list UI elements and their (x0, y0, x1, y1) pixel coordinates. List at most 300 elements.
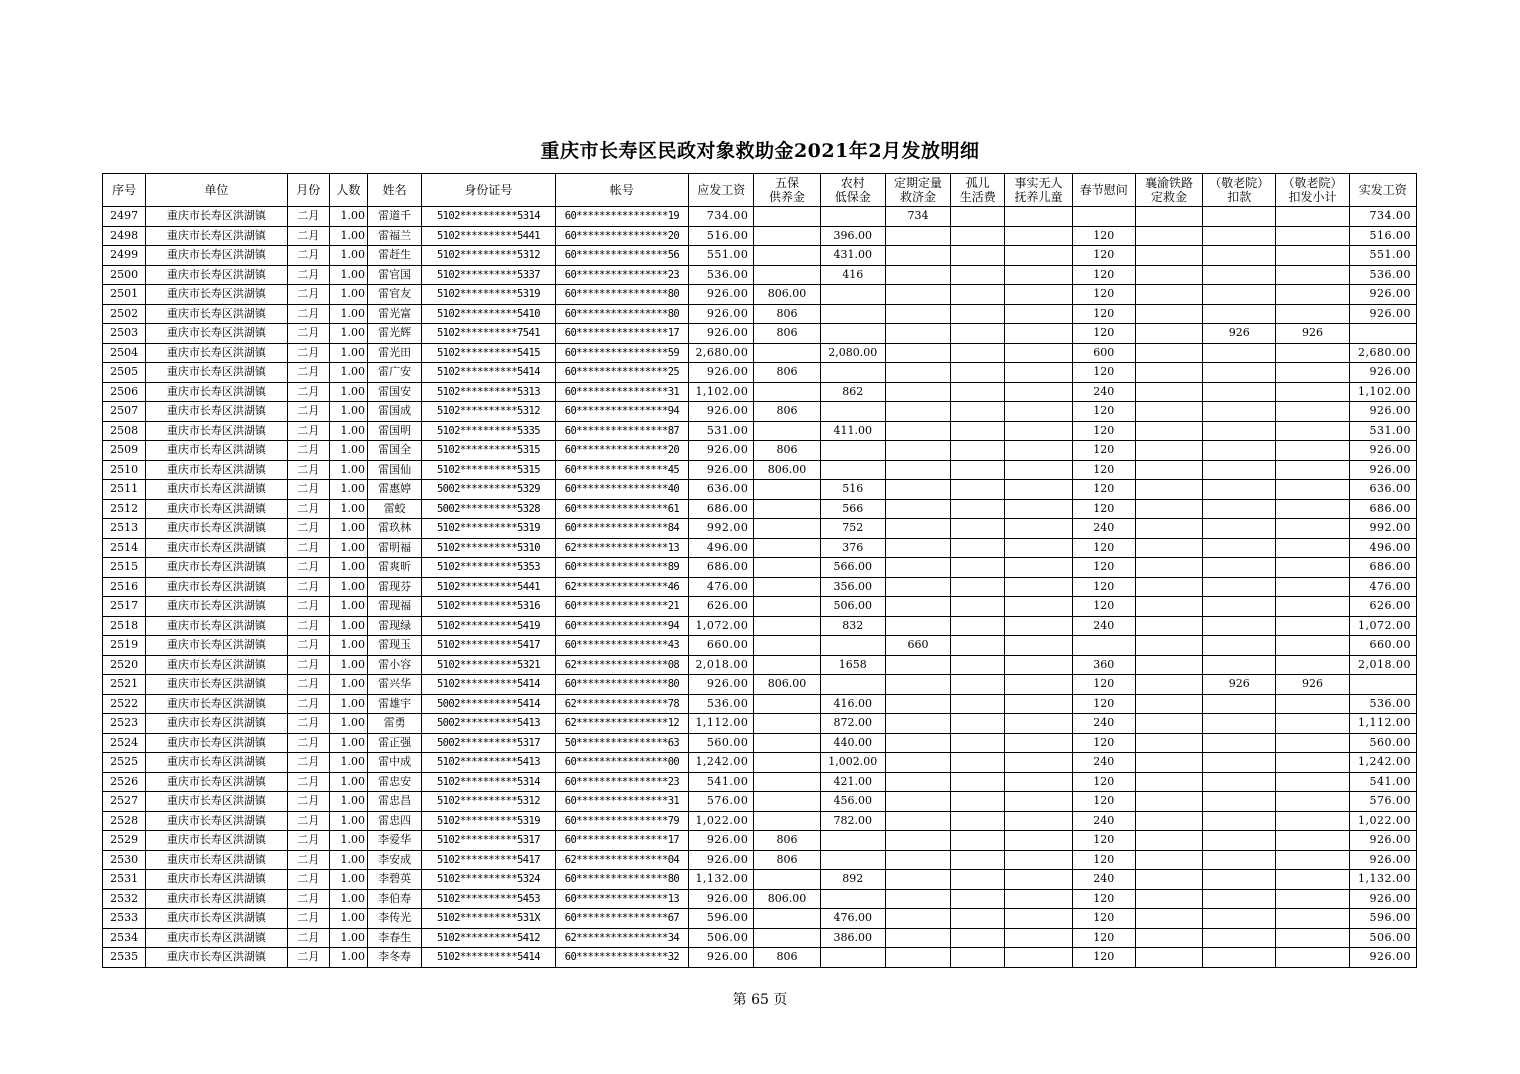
table-cell (1135, 519, 1202, 539)
table-cell: 李冬寿 (367, 948, 421, 968)
table-cell (1135, 714, 1202, 734)
table-cell: 636.00 (689, 480, 754, 500)
table-cell: 重庆市长寿区洪湖镇 (146, 324, 288, 344)
table-cell: 李安成 (367, 850, 421, 870)
table-cell (1135, 597, 1202, 617)
table-cell: 536.00 (1349, 265, 1416, 285)
table-cell (1203, 499, 1276, 519)
table-cell: 1.00 (329, 870, 367, 890)
table-cell: 重庆市长寿区洪湖镇 (146, 207, 288, 227)
relief-payment-table (102, 173, 1417, 968)
table-cell (1135, 421, 1202, 441)
table-row (103, 655, 1417, 675)
table-cell: 120 (1072, 792, 1135, 812)
table-cell: 926 (1276, 324, 1349, 344)
table-cell: 2529 (103, 831, 146, 851)
table-cell: 5102**********5441 (422, 226, 556, 246)
table-cell: 62****************78 (555, 694, 689, 714)
table-cell: 1.00 (329, 363, 367, 383)
table-cell: 782.00 (820, 811, 885, 831)
table-cell: 5102**********5315 (422, 441, 556, 461)
table-cell (1005, 753, 1072, 773)
table-cell: 二月 (287, 558, 329, 578)
table-row (103, 850, 1417, 870)
table-cell: 雷小容 (367, 655, 421, 675)
table-cell (885, 733, 950, 753)
table-cell (754, 733, 820, 753)
column-header (329, 174, 367, 207)
table-cell (1135, 792, 1202, 812)
table-cell (820, 402, 885, 422)
table-cell: 516.00 (1349, 226, 1416, 246)
column-header (146, 174, 288, 207)
table-cell: 雷蛟 (367, 499, 421, 519)
table-cell: 2,080.00 (820, 343, 885, 363)
column-header (1005, 174, 1072, 207)
table-cell: 240 (1072, 714, 1135, 734)
table-cell (885, 753, 950, 773)
table-cell: 506.00 (689, 928, 754, 948)
table-cell: 5002**********5414 (422, 694, 556, 714)
table-cell (885, 655, 950, 675)
table-cell: 1.00 (329, 265, 367, 285)
table-cell (1203, 655, 1276, 675)
table-cell: 2512 (103, 499, 146, 519)
table-cell (1005, 928, 1072, 948)
table-cell: 5102**********5414 (422, 363, 556, 383)
table-cell (885, 499, 950, 519)
table-cell: 重庆市长寿区洪湖镇 (146, 519, 288, 539)
table-cell (1005, 285, 1072, 305)
table-cell (820, 324, 885, 344)
table-cell: 重庆市长寿区洪湖镇 (146, 597, 288, 617)
table-cell: 重庆市长寿区洪湖镇 (146, 655, 288, 675)
table-cell (1005, 324, 1072, 344)
table-cell (951, 577, 1005, 597)
table-cell: 二月 (287, 753, 329, 773)
table-cell: 二月 (287, 616, 329, 636)
table-cell: 二月 (287, 421, 329, 441)
table-cell: 重庆市长寿区洪湖镇 (146, 226, 288, 246)
table-cell: 2508 (103, 421, 146, 441)
table-cell (1276, 421, 1349, 441)
table-cell (885, 480, 950, 500)
table-cell: 926.00 (1349, 460, 1416, 480)
table-cell: 2504 (103, 343, 146, 363)
table-cell: 2,018.00 (1349, 655, 1416, 675)
table-cell (1203, 421, 1276, 441)
table-cell: 雷广安 (367, 363, 421, 383)
column-header (951, 174, 1005, 207)
table-cell (951, 402, 1005, 422)
table-cell: 重庆市长寿区洪湖镇 (146, 928, 288, 948)
table-cell (1203, 538, 1276, 558)
table-row (103, 694, 1417, 714)
table-cell (1276, 265, 1349, 285)
table-cell (1005, 460, 1072, 480)
table-row (103, 519, 1417, 539)
table-cell: 536.00 (1349, 694, 1416, 714)
table-cell (885, 421, 950, 441)
table-cell: 1,072.00 (1349, 616, 1416, 636)
table-row (103, 597, 1417, 617)
table-cell: 二月 (287, 636, 329, 656)
table-cell (1203, 753, 1276, 773)
table-cell (1203, 948, 1276, 968)
table-cell: 2523 (103, 714, 146, 734)
table-cell: 1.00 (329, 636, 367, 656)
table-cell (951, 460, 1005, 480)
table-cell: 重庆市长寿区洪湖镇 (146, 246, 288, 266)
table-cell: 120 (1072, 421, 1135, 441)
column-header-line: 实发工资 (1358, 183, 1407, 197)
table-cell: 926.00 (689, 948, 754, 968)
table-cell (1005, 421, 1072, 441)
table-cell: 重庆市长寿区洪湖镇 (146, 753, 288, 773)
table-cell: 926.00 (1349, 831, 1416, 851)
table-row (103, 811, 1417, 831)
table-cell (951, 675, 1005, 695)
table-cell (1203, 265, 1276, 285)
table-cell: 686.00 (1349, 558, 1416, 578)
table-cell: 雷现绿 (367, 616, 421, 636)
table-cell: 1.00 (329, 226, 367, 246)
table-cell: 二月 (287, 207, 329, 227)
table-cell: 60****************23 (555, 265, 689, 285)
table-cell: 二月 (287, 246, 329, 266)
table-cell: 5102**********5412 (422, 928, 556, 948)
table-cell (1135, 675, 1202, 695)
table-cell: 二月 (287, 909, 329, 929)
table-cell: 5102**********5317 (422, 831, 556, 851)
table-cell: 566.00 (820, 558, 885, 578)
table-cell: 5102**********5337 (422, 265, 556, 285)
table-cell (951, 343, 1005, 363)
table-cell: 1.00 (329, 324, 367, 344)
table-cell (885, 343, 950, 363)
table-cell (754, 538, 820, 558)
table-cell (885, 928, 950, 948)
table-cell (951, 889, 1005, 909)
table-cell: 二月 (287, 441, 329, 461)
table-cell (1005, 441, 1072, 461)
table-cell (1005, 246, 1072, 266)
table-cell (1005, 538, 1072, 558)
table-cell: 5102**********5419 (422, 616, 556, 636)
table-row (103, 480, 1417, 500)
table-cell: 5102**********5310 (422, 538, 556, 558)
table-cell: 雷国仙 (367, 460, 421, 480)
table-cell (1005, 577, 1072, 597)
table-cell: 李春生 (367, 928, 421, 948)
table-cell: 1,112.00 (689, 714, 754, 734)
table-cell (885, 558, 950, 578)
table-cell: 5102**********5319 (422, 811, 556, 831)
table-row (103, 285, 1417, 305)
table-cell (820, 850, 885, 870)
table-cell (885, 850, 950, 870)
table-cell: 60****************79 (555, 811, 689, 831)
table-cell: 506.00 (1349, 928, 1416, 948)
table-cell: 5102**********5417 (422, 636, 556, 656)
table-cell: 5102**********5316 (422, 597, 556, 617)
table-cell: 1.00 (329, 499, 367, 519)
table-cell: 1.00 (329, 753, 367, 773)
table-cell (1135, 870, 1202, 890)
table-cell: 1.00 (329, 655, 367, 675)
table-cell (820, 675, 885, 695)
table-cell: 120 (1072, 850, 1135, 870)
table-cell: 二月 (287, 480, 329, 500)
table-cell: 1.00 (329, 675, 367, 695)
table-cell (1203, 460, 1276, 480)
table-cell (951, 480, 1005, 500)
column-header-line: 供养金 (769, 190, 806, 204)
table-cell: 660.00 (1349, 636, 1416, 656)
table-cell (754, 577, 820, 597)
table-cell (1135, 363, 1202, 383)
column-header-line: 农村 (840, 176, 865, 190)
table-cell (1135, 577, 1202, 597)
table-cell: 1,022.00 (1349, 811, 1416, 831)
table-cell: 926.00 (689, 402, 754, 422)
column-header (1276, 174, 1349, 207)
table-cell: 二月 (287, 460, 329, 480)
table-cell: 2530 (103, 850, 146, 870)
table-cell: 356.00 (820, 577, 885, 597)
table-cell: 李伯寿 (367, 889, 421, 909)
table-cell (1276, 402, 1349, 422)
table-cell (1276, 363, 1349, 383)
table-cell (754, 909, 820, 929)
table-cell: 50****************63 (555, 733, 689, 753)
table-cell: 5002**********5413 (422, 714, 556, 734)
table-cell (1005, 597, 1072, 617)
table-cell: 926 (1276, 675, 1349, 695)
table-cell: 重庆市长寿区洪湖镇 (146, 772, 288, 792)
table-cell: 重庆市长寿区洪湖镇 (146, 285, 288, 305)
table-cell (885, 246, 950, 266)
table-cell (1203, 382, 1276, 402)
table-cell: 2518 (103, 616, 146, 636)
table-cell: 5002**********5317 (422, 733, 556, 753)
table-cell: 1.00 (329, 850, 367, 870)
column-header (287, 174, 329, 207)
table-cell (1005, 694, 1072, 714)
table-row (103, 733, 1417, 753)
table-cell: 752 (820, 519, 885, 539)
table-body (103, 207, 1417, 968)
table-cell (1349, 324, 1416, 344)
table-cell (1135, 733, 1202, 753)
table-cell (1276, 460, 1349, 480)
table-cell: 2526 (103, 772, 146, 792)
table-cell: 雷现芬 (367, 577, 421, 597)
table-cell: 2534 (103, 928, 146, 948)
table-cell (1276, 226, 1349, 246)
table-cell: 5102**********5415 (422, 343, 556, 363)
table-cell: 806.00 (754, 675, 820, 695)
table-cell (754, 246, 820, 266)
table-cell: 541.00 (689, 772, 754, 792)
table-cell (885, 675, 950, 695)
table-row (103, 363, 1417, 383)
table-cell: 2535 (103, 948, 146, 968)
table-cell (1135, 831, 1202, 851)
table-cell: 1.00 (329, 616, 367, 636)
table-cell: 重庆市长寿区洪湖镇 (146, 714, 288, 734)
table-cell: 120 (1072, 694, 1135, 714)
table-cell (1276, 928, 1349, 948)
table-cell: 60****************40 (555, 480, 689, 500)
table-cell (885, 538, 950, 558)
table-cell: 重庆市长寿区洪湖镇 (146, 675, 288, 695)
table-cell (754, 480, 820, 500)
column-header (1072, 174, 1135, 207)
table-cell: 二月 (287, 402, 329, 422)
column-header (754, 174, 820, 207)
table-cell (1005, 948, 1072, 968)
table-header (103, 174, 1417, 207)
table-cell: 576.00 (1349, 792, 1416, 812)
table-cell: 二月 (287, 265, 329, 285)
table-cell (1135, 909, 1202, 929)
table-cell: 926.00 (1349, 948, 1416, 968)
table-row (103, 870, 1417, 890)
table-cell: 120 (1072, 889, 1135, 909)
table-cell: 2,018.00 (689, 655, 754, 675)
table-cell: 重庆市长寿区洪湖镇 (146, 538, 288, 558)
table-row (103, 928, 1417, 948)
table-cell: 120 (1072, 597, 1135, 617)
table-cell (1135, 265, 1202, 285)
table-cell: 2528 (103, 811, 146, 831)
table-row (103, 226, 1417, 246)
table-cell: 重庆市长寿区洪湖镇 (146, 441, 288, 461)
table-cell (951, 246, 1005, 266)
table-cell: 926.00 (1349, 363, 1416, 383)
column-header-line: 孤儿 (965, 176, 990, 190)
table-cell: 60****************80 (555, 675, 689, 695)
table-cell: 2521 (103, 675, 146, 695)
table-cell (1276, 772, 1349, 792)
table-cell: 二月 (287, 324, 329, 344)
table-cell: 734.00 (1349, 207, 1416, 227)
table-cell (1005, 499, 1072, 519)
table-cell: 1.00 (329, 889, 367, 909)
table-cell: 926.00 (689, 363, 754, 383)
table-cell: 476.00 (820, 909, 885, 929)
table-cell (1005, 265, 1072, 285)
table-cell (1276, 558, 1349, 578)
table-cell: 二月 (287, 304, 329, 324)
table-cell (1005, 909, 1072, 929)
table-cell: 496.00 (689, 538, 754, 558)
table-cell: 重庆市长寿区洪湖镇 (146, 811, 288, 831)
column-header (555, 174, 689, 207)
table-cell: 二月 (287, 948, 329, 968)
table-cell: 516.00 (689, 226, 754, 246)
table-cell (1203, 733, 1276, 753)
table-cell (1276, 441, 1349, 461)
table-row (103, 636, 1417, 656)
table-cell (1005, 675, 1072, 695)
table-cell (1135, 948, 1202, 968)
table-cell: 1,102.00 (1349, 382, 1416, 402)
table-cell: 1.00 (329, 948, 367, 968)
table-cell: 536.00 (689, 694, 754, 714)
table-cell: 雷兴华 (367, 675, 421, 695)
table-cell: 62****************34 (555, 928, 689, 948)
table-cell: 60****************56 (555, 246, 689, 266)
table-cell: 5102**********7541 (422, 324, 556, 344)
table-cell: 重庆市长寿区洪湖镇 (146, 850, 288, 870)
table-cell (951, 558, 1005, 578)
table-cell: 806.00 (754, 285, 820, 305)
table-cell (1349, 675, 1416, 695)
table-cell: 60****************45 (555, 460, 689, 480)
table-cell (1276, 538, 1349, 558)
table-cell: 雷惠婷 (367, 480, 421, 500)
table-cell: 1.00 (329, 831, 367, 851)
column-header-line: 五保 (775, 176, 800, 190)
table-cell (754, 753, 820, 773)
column-header-line: 帐号 (609, 183, 634, 197)
table-cell: 120 (1072, 460, 1135, 480)
column-header-line: 序号 (112, 183, 137, 197)
table-cell: 60****************61 (555, 499, 689, 519)
table-cell (1135, 246, 1202, 266)
table-cell: 686.00 (689, 558, 754, 578)
table-cell: 120 (1072, 402, 1135, 422)
table-cell (1005, 792, 1072, 812)
table-cell: 2525 (103, 753, 146, 773)
table-cell (1135, 850, 1202, 870)
table-cell (1005, 519, 1072, 539)
table-cell (1203, 597, 1276, 617)
table-cell: 重庆市长寿区洪湖镇 (146, 616, 288, 636)
table-cell (1203, 558, 1276, 578)
table-cell (1135, 811, 1202, 831)
table-cell (1135, 402, 1202, 422)
table-cell: 2511 (103, 480, 146, 500)
table-cell: 62****************46 (555, 577, 689, 597)
table-cell: 1.00 (329, 811, 367, 831)
table-cell: 2,680.00 (1349, 343, 1416, 363)
table-cell (1135, 558, 1202, 578)
table-cell: 506.00 (820, 597, 885, 617)
table-cell (885, 441, 950, 461)
table-cell (951, 948, 1005, 968)
table-cell: 雷雄宇 (367, 694, 421, 714)
table-cell: 386.00 (820, 928, 885, 948)
table-cell: 2519 (103, 636, 146, 656)
table-cell: 雷现福 (367, 597, 421, 617)
table-cell: 926.00 (1349, 304, 1416, 324)
table-cell (951, 753, 1005, 773)
table-cell: 雷光富 (367, 304, 421, 324)
table-cell: 1.00 (329, 402, 367, 422)
table-cell (951, 207, 1005, 227)
table-cell (1005, 831, 1072, 851)
table-cell: 重庆市长寿区洪湖镇 (146, 363, 288, 383)
table-cell: 120 (1072, 480, 1135, 500)
table-cell (1203, 343, 1276, 363)
table-cell: 5102**********5410 (422, 304, 556, 324)
table-cell (1005, 811, 1072, 831)
table-cell (754, 226, 820, 246)
table-cell: 440.00 (820, 733, 885, 753)
